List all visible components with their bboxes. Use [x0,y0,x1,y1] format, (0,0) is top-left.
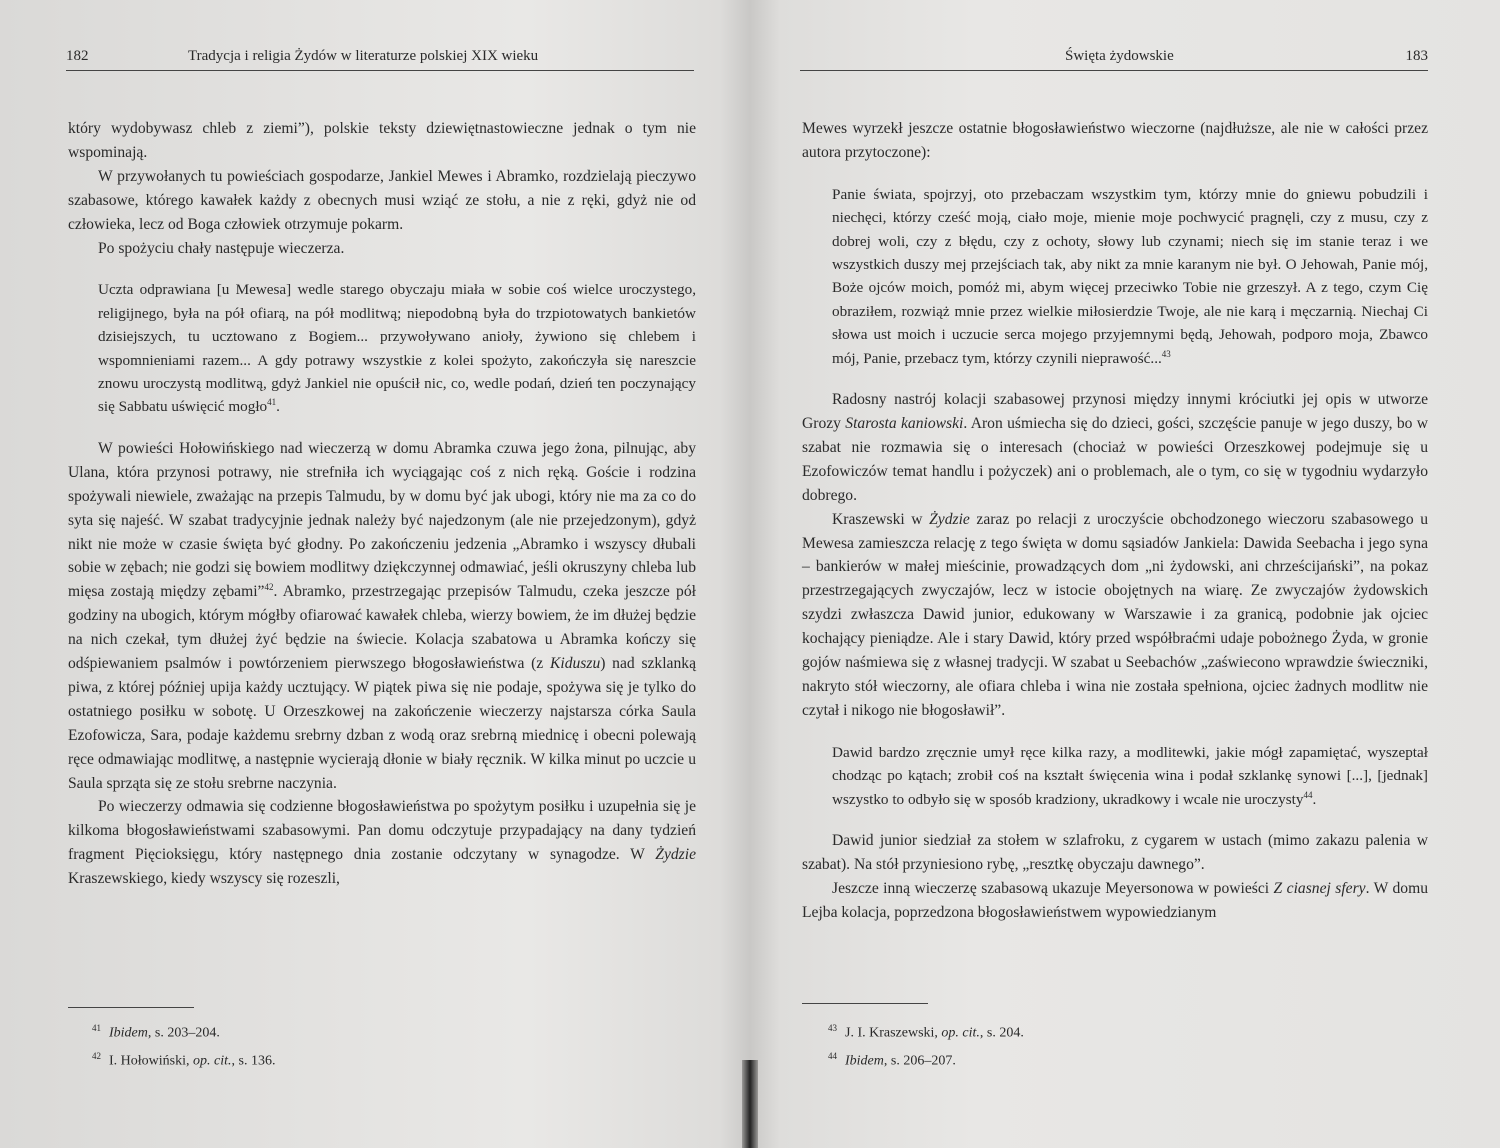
paragraph: W powieści Hołowińskiego nad wieczerzą w domu Abramka czuwa jego żona, pilnując, aby Ulana, która przynosi potrawy, nie strefniła ich wyciągając coś z nich ręką. Goście i rodzina spożywali niewiele, zważając na przepis Talmudu, by w domu być jak ubogi, który nie ma za co do syta się najeść. W szabat tradycyjnie jednak należy być najedzonym (ale nie przejedzonym), gdyż nikt nie może w czasie święta być głodny. Po zakończeniu jedzenia „Abramko i wszyscy dłubali sobie w zębach; nie godzi się bowiem modlitwy dziękczynnej odmawiać, jeśli okruszyny chleba lub mięsa zostają między zębami”$^{42}$. Abramko, przestrzegając przepisów Talmudu, czeka jeszcze pół godziny na ubogich, którym mógłby ofiarować kawałek chleba, wierzy bowiem, że im dłużej będzie na nich czekał, tym dłużej żyć będzie na świecie. Kolacja szabatowa u Abramka kończy się odśpiewaniem psalmów i powtórzeniem pierwszego błogosławieństwa (z Kiduszu) nad szklanką piwa, z której później upija każdy ucztujący. W piątek piwa się nie podaje, spożywa się je tylko do ostatniego posiłku w sobotę. U Orzeszkowej na zakończenie wieczerzy najstarsza córka Saula Ezofowicza, Sara, podaje każdemu srebrny dzban z wodą oraz srebrną miednicę i obecni polewają ręce odmawiając modlitwę, a następnie wycierają dłonie w biały ręcznik. W kilka minut po uczcie u Saula sprząta się ze stołu srebrne naczynia. [68,439,696,792]
block-quote: Dawid bardzo zręcznie umył ręce kilka razy, a modlitewki, jakie mógł zapamiętać, wyszeptał chodząc po kątach; zrobił coś na kształt święcenia wina i podał szklankę synowi [...], [jednak] wszystko to odbyło się w sposób kradziony, ukradkowy i wcale nie uroczysty$^{44}$. [832,743,1428,808]
right-header-rule [800,70,1428,71]
footnote-ref: 42 [264,582,274,593]
footnote: $^{41}$ Ibidem, s. 203–204. [92,1023,220,1041]
right-body-text [802,117,1428,925]
right-running-title: Święta żydowskie [1065,48,1174,64]
paragraph: Dawid junior siedział za stołem w szlafroku, z cygarem w ustach (mimo zakazu palenia w szabat). Na stół przyniesiono rybę, „resztkę obyczaju dawnego”. [802,831,1428,873]
paragraph: Mewes wyrzekł jeszcze ostatnie błogosławieństwo wieczorne (najdłuższe, ale nie w całości przez autora przytoczone): [802,120,1428,161]
paragraph: który wydobywasz chleb z ziemi”), polskie teksty dziewiętnastowieczne jednak o tym nie wspominają. [68,120,696,161]
right-header-line [800,44,1428,68]
footnote: $^{42}$ I. Hołowiński, op. cit., s. 136. [92,1050,276,1069]
paragraph: Jeszcze inną wieczerzę szabasową ukazuje Meyersonowa w powieści Z ciasnej sfery. W domu Lejba kolacja, poprzedzona błogosławieństwem wypowiedzianym [802,879,1428,921]
footnote: $^{43}$ J. I. Kraszewski, op. cit., s. 204. [828,1023,1024,1041]
paragraph: Radosny nastrój kolacji szabasowej przynosi między innymi króciutki jej opis w utworze Grozy Starosta kaniowski. Aron uśmiecha się do dzieci, gości, szczęście panuje w jego duszy, bo w szabat nie rozmawia się o interesach (chociaż w powieści Orzeszkowej podejmuje się u Ezofowiczów temat handlu i pożyczek) ani o problemach, ale o tym, co się w tygodniu wydarzyło dobrego. [802,391,1428,504]
footnote: $^{44}$ Ibidem, s. 206–207. [828,1050,956,1069]
block-quote: Uczta odprawiana [u Mewesa] wedle starego obyczaju miała w sobie coś wielce uroczystego, religijnego, była na pół ofiarą, na pół modlitwą; niepodobną była do trzpiotowatych bankietów dzisiejszych, tu ucztowano z Bogiem... przywoływano anioły, żywiono się chlebem i wspomnieniami razem... A gdy potrawy wszystkie z kolei spożyto, zakończyła się nareszcie znowu uroczystą modlitwą, gdyż Jankiel nie opuścił nic, co, wedle podań, dzień ten poczynający się Sabbatu uświęcić mogło$^{41}$. [98,281,696,416]
footnote-ref: 41 [267,397,277,408]
paragraph: W przywołanych tu powieściach gospodarze, Jankiel Mewes i Abramko, rozdzielają pieczywo szabasowe, którego kawałek każdy z obecnych musi wziąć ze stołu, a nie z ręki, gdyż nie od człowieka, lecz od Boga człowiek otrzymuje pokarm. [68,167,696,233]
paragraph: Po wieczerzy odmawia się codzienne błogosławieństwa po spożytym posiłku i uzupełnia się je kilkoma błogosławieństwami szabasowymi. Pan domu odczytuje przypadający na dany tydzień fragment Pięcioksięgu, który następnego dnia zostanie odczytany w synagodze. W Żydzie Kraszewskiego, kiedy wszyscy się rozeszli, [68,798,696,888]
footnote-ref: 44 [1303,789,1313,800]
paragraph: Po spożyciu chały następuje wieczerza. [98,239,345,257]
right-footnotes [828,1017,1024,1072]
footnote-ref: 43 [1161,348,1171,359]
block-quote: Panie świata, spojrzyj, oto przebaczam wszystkim tym, którzy mnie do gniewu pobudzili i niechęci, którzy cześć moją, ciało moje, mienie moje pochwycić pragnęli, czy z musu, czy z dobrej woli, czy z błędu, czy z ochoty, słowy lub czynami; niech się im stanie teraz i we wszystkich duszy mej przejściach tak, aby nikt za mnie karanym nie był. O Jehowah, Panie mój, Boże ojców moich, pomóż mi, abym więcej przeciwko Tobie nie grzeszył. A z tego, czym Cię obraziłem, rozwiąż mnie przez wielkie miłosierdzie Twoje, ale nie karą i męczarnią. Niechaj Ci słowa ust moich i uczucie serca mojego przyjemnymi będą, Jehowah, podporo moja, Zbawco mój, Panie, przebacz tym, którzy czynili nieprawość...$^{43}$ [832,185,1428,367]
left-running-title: Tradycja i religia Żydów w literaturze polskiej XIX wieku [188,48,539,64]
right-page-number: 183 [1405,48,1428,64]
paragraph: Kraszewski w Żydzie zaraz po relacji z uroczyście obchodzonego wieczoru szabasowego u Mewesa zamieszcza relację z tego święta w domu sąsiadów Jankiela: Dawida Seebacha i jego syna – bankierów w małej mieścinie, prowadzących dom „ni żydowski, ani chrześcijański”, na pokaz przestrzegających zwyczajów, lecz w istocie obojętnych na wiarę. Ze zwyczajów żydowskich szydzi zwłaszcza Dawid junior, edukowany w Warszawie i za granicą, podobnie jak ojciec kochający pieniądze. Ale i stary Dawid, który przed współbraćmi udaje pobożnego Żyda, w gronie gojów naśmiewa się z własnej tradycji. W szabat u Seebachów „zaświecono wprawdzie świeczniki, nakryto stół wieczorny, ale ofiara chleba i wina nie została spełniona, ojciec żadnych modlitw nie czytał i nikogo nie błogosławił”. [802,510,1428,719]
footnote-rule [802,1003,928,1004]
left-page-number: 182 [66,48,89,64]
